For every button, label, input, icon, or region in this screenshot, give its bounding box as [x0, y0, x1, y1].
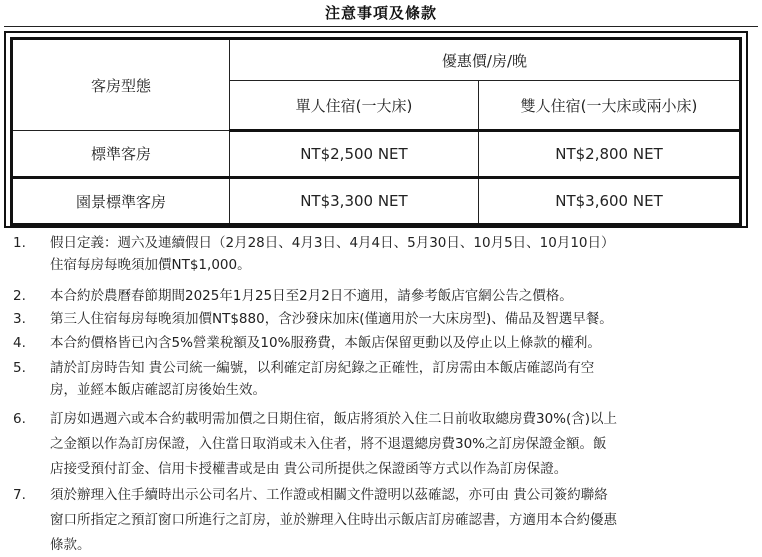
item-text: 請於訂房時告知 貴公司統一編號，以利確定訂房紀錄之正確性，訂房需由本飯店確認尚有空 — [50, 360, 595, 376]
header-double: 雙人住宿(一大床或兩小床) — [478, 81, 740, 131]
item-number: 5. — [13, 360, 26, 376]
room-name: 標準客房 — [12, 131, 230, 178]
item-text: 本合約於農曆春節期間2025年1月25日至2月2日不適用，請參考飯店官網公告之價格。 — [50, 288, 573, 304]
item-number: 7. — [13, 487, 26, 503]
double-price: NT$3,600 NET — [478, 178, 740, 225]
item-text: 之金額以作為訂房保證，入住當日取消或未入住者，將不退還總房費30%之訂房保證金額。飯 — [50, 436, 607, 452]
item-text: 房，並經本飯店確認訂房後始生效。 — [50, 382, 266, 398]
header-single: 單人住宿(一大床) — [229, 81, 478, 131]
item-number: 6. — [13, 411, 26, 427]
item-text: 店接受預付訂金、信用卡授權書或是由 貴公司所提供之保證函等方式以作為訂房保證。 — [50, 461, 568, 477]
item-text: 第三人住宿每房每晚須加價NT$880，含沙發床加床(僅適用於一大床房型)、備品及智選早餐。 — [50, 311, 613, 327]
item-text: 須於辦理入住手續時出示公司名片、工作證或相關文件證明以茲確認，亦可由 貴公司簽約聯絡 — [50, 487, 608, 503]
item-number: 1. — [13, 235, 26, 251]
item-text: 窗口所指定之預訂窗口所進行之訂房，並於辦理入住時出示飯店訂房確認書，方適用本合約優惠 — [50, 512, 617, 528]
item-number: 3. — [13, 311, 26, 327]
item-number: 2. — [13, 288, 26, 304]
header-price-group: 優惠價/房/晚 — [229, 39, 740, 81]
item-text: 條款。 — [50, 537, 91, 553]
item-text: 住宿每房每晚須加價NT$1,000。 — [50, 257, 251, 273]
table-row — [12, 178, 741, 225]
page-title: 注意事項及條款 — [324, 4, 437, 22]
header-room-type: 客房型態 — [12, 39, 230, 131]
room-name: 園景標準客房 — [12, 178, 230, 225]
item-text: 本合約價格皆已內含5%營業稅額及10%服務費，本飯店保留更動以及停止以上條款的權利。 — [50, 335, 601, 351]
item-text: 假日定義：週六及連續假日（2月28日、4月3日、4月4日、5月30日、10月5日、10月10日） — [50, 235, 615, 251]
table-row — [12, 131, 741, 178]
table-header-row — [12, 39, 741, 81]
single-price: NT$3,300 NET — [229, 178, 478, 225]
single-price: NT$2,500 NET — [229, 131, 478, 178]
rate-table — [10, 37, 742, 226]
item-number: 4. — [13, 335, 26, 351]
item-text: 訂房如遇週六或本合約載明需加價之日期住宿，飯店將須於入住二日前收取總房費30%(含)以上 — [50, 411, 618, 427]
double-price: NT$2,800 NET — [478, 131, 740, 178]
title-divider — [4, 26, 758, 27]
